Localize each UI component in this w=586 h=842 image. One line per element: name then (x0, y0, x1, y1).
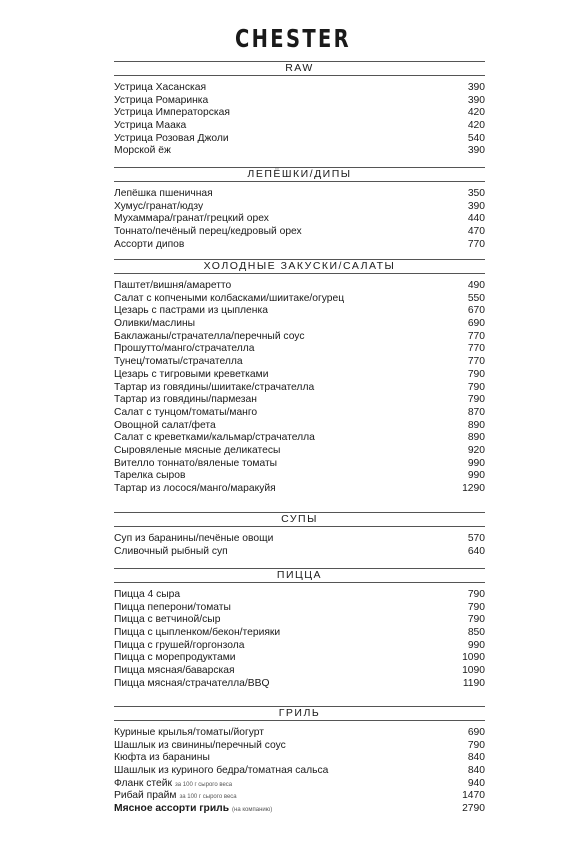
item-name-text: Тунец/томаты/страчателла (114, 356, 243, 368)
menu-item (114, 420, 485, 433)
item-name-text: Прошутто/манго/страчателла (114, 343, 255, 355)
menu-item (114, 765, 485, 778)
menu-item (114, 790, 485, 803)
menu-item (114, 305, 485, 318)
menu-item (114, 740, 485, 753)
item-name-text: Фланк стейк (114, 777, 173, 789)
item-price: 490 (467, 280, 485, 291)
menu-item (114, 226, 485, 239)
menu-items (114, 188, 485, 251)
item-price: 1470 (462, 790, 485, 802)
item-name-text: Мясное ассорти гриль (114, 803, 230, 815)
item-name (114, 239, 184, 252)
item-name (114, 602, 231, 615)
item-name-text: Пицца 4 сыра (114, 589, 181, 600)
item-name (114, 546, 228, 559)
item-price: 390 (467, 200, 485, 212)
item-name (114, 432, 315, 445)
item-price: 990 (467, 457, 485, 469)
item-name (114, 740, 286, 753)
item-name (114, 752, 210, 765)
item-name-text: Устрица Розовая Джоли (114, 132, 229, 144)
item-name-text: Шашлык из свинины/перечный соус (114, 739, 286, 751)
item-price: 790 (467, 589, 485, 600)
item-name (114, 394, 257, 407)
item-name-text: Лепёшка пшеничная (114, 188, 213, 199)
item-price: 790 (467, 394, 485, 406)
item-weight-note: за 100 г сырого веса (175, 781, 233, 788)
menu-item (114, 188, 485, 201)
menu-item (114, 470, 485, 483)
item-price: 790 (467, 601, 485, 613)
item-name (114, 280, 231, 293)
item-name-text: Баклажаны/страчателла/перечный соус (114, 330, 305, 342)
item-price: 770 (467, 356, 485, 368)
item-name (114, 382, 314, 395)
item-price: 470 (467, 226, 485, 238)
item-name-text: Куриные крылья/томаты/йогурт (114, 727, 264, 738)
item-name-text: Салат с тунцом/томаты/манго (114, 406, 258, 418)
menu-item (114, 394, 485, 407)
menu-item (114, 280, 485, 293)
item-price: 990 (467, 639, 485, 651)
section-heading: RAW (114, 61, 485, 76)
menu-item (114, 133, 485, 146)
menu-section (114, 259, 485, 496)
item-name (114, 318, 195, 331)
item-name (114, 226, 302, 239)
item-price: 350 (467, 188, 485, 199)
item-price: 770 (467, 330, 485, 342)
menu-item (114, 343, 485, 356)
menu-item (114, 82, 485, 95)
item-name-text: Ассорти дипов (114, 238, 185, 250)
menu-item (114, 445, 485, 458)
item-name (114, 120, 186, 133)
item-name (114, 331, 304, 344)
item-price: 920 (467, 444, 485, 456)
item-price: 690 (467, 318, 485, 330)
item-name-text: Салат с копчеными колбасками/шиитаке/огурец (114, 292, 345, 304)
menu-item (114, 652, 485, 665)
menu-section (114, 512, 485, 558)
item-price: 770 (467, 343, 485, 355)
item-price: 1190 (462, 677, 485, 689)
item-name-text: Тартар из лосося/манго/маракуйя (114, 483, 276, 494)
item-name (114, 790, 237, 804)
menu-item (114, 665, 485, 678)
menu-item (114, 318, 485, 331)
item-price: 570 (467, 533, 485, 544)
item-name-text: Морской ёж (114, 145, 171, 157)
item-name (114, 640, 244, 653)
item-name (114, 95, 208, 108)
menu-items (114, 82, 485, 158)
menu-items (114, 589, 485, 691)
section-heading: СУПЫ (114, 512, 485, 527)
item-name-text: Оливки/маслины (114, 318, 196, 330)
item-name-text: Пицца мясная/страчателла/BBQ (114, 677, 270, 689)
item-name-text: Шашлык из куриного бедра/томатная сальса (114, 765, 329, 777)
item-name (114, 533, 273, 546)
item-name-text: Паштет/вишня/амаретто (114, 280, 232, 291)
item-name (114, 107, 230, 120)
item-name-text: Вителло тоннато/вяленые томаты (114, 457, 278, 469)
menu-item (114, 640, 485, 653)
item-name-text: Хумус/гранат/юдзу (114, 200, 204, 212)
item-name-text: Пицца пеперони/томаты (114, 601, 231, 613)
item-price: 840 (467, 765, 485, 777)
item-name (114, 356, 243, 369)
item-name (114, 470, 185, 483)
menu-item (114, 331, 485, 344)
item-price: 440 (467, 213, 485, 225)
item-price: 890 (467, 432, 485, 444)
item-name (114, 627, 280, 640)
menu-section (114, 61, 485, 158)
item-price: 390 (467, 94, 485, 106)
menu-item (114, 614, 485, 627)
item-price: 690 (467, 727, 485, 738)
item-name (114, 445, 280, 458)
item-name (114, 420, 216, 433)
item-name (114, 727, 264, 740)
menu-item (114, 727, 485, 740)
menu-items (114, 727, 485, 816)
menu-item (114, 95, 485, 108)
section-heading: ПИЦЦА (114, 568, 485, 583)
item-price: 850 (467, 627, 485, 639)
item-name (114, 145, 171, 158)
menu-item (114, 107, 485, 120)
menu-section (114, 706, 485, 816)
menu-section (114, 568, 485, 691)
item-name (114, 188, 213, 201)
item-price: 790 (467, 739, 485, 751)
item-name (114, 665, 235, 678)
item-price: 790 (467, 614, 485, 626)
menu-item (114, 678, 485, 691)
item-price: 840 (467, 752, 485, 764)
item-name (114, 343, 254, 356)
menu-item (114, 546, 485, 559)
item-name-text: Устрица Императорская (114, 107, 230, 119)
item-name (114, 201, 203, 214)
item-price: 390 (467, 82, 485, 93)
item-price: 1290 (462, 483, 485, 494)
menu-items (114, 280, 485, 496)
menu-item (114, 293, 485, 306)
item-name (114, 589, 180, 602)
restaurant-title: CHESTER (234, 24, 352, 53)
item-name (114, 614, 220, 627)
section-heading: ЛЕПЁШКИ/ДИПЫ (114, 167, 485, 182)
item-price: 420 (467, 107, 485, 119)
item-price: 1090 (462, 665, 485, 677)
item-name-text: Овощной салат/фета (114, 419, 216, 431)
item-name-text: Пицца с морепродуктами (114, 652, 236, 664)
menu-item (114, 201, 485, 214)
menu-item (114, 483, 485, 496)
menu-item (114, 803, 485, 816)
menu-item (114, 145, 485, 158)
menu-item (114, 602, 485, 615)
item-name-text: Пицца с грушей/горгонзола (114, 639, 245, 651)
item-price: 2790 (462, 803, 485, 815)
item-name-text: Тартар из говядины/шиитаке/страчателла (114, 381, 315, 393)
menu-item (114, 407, 485, 420)
item-price: 670 (467, 305, 485, 317)
item-name-text: Тартар из говядины/пармезан (114, 394, 257, 406)
item-name-text: Устрица Хасанская (114, 82, 207, 93)
item-name (114, 765, 328, 778)
menu-item (114, 778, 485, 791)
item-name-text: Цезарь с тигровыми креветками (114, 368, 269, 380)
item-price: 420 (467, 120, 485, 132)
item-name (114, 213, 269, 226)
item-price: 870 (467, 406, 485, 418)
item-name-text: Цезарь с пастрами из цыпленка (114, 305, 268, 317)
item-name (114, 293, 344, 306)
item-name-text: Сливочный рыбный суп (114, 545, 228, 557)
item-price: 890 (467, 419, 485, 431)
item-name (114, 678, 269, 691)
item-price: 390 (467, 145, 485, 157)
item-name-text: Сыровяленые мясные деликатесы (114, 444, 281, 456)
item-price: 790 (467, 368, 485, 380)
item-price: 540 (467, 132, 485, 144)
item-name (114, 305, 268, 318)
section-heading: ГРИЛЬ (114, 706, 485, 721)
menu-item (114, 369, 485, 382)
menu-item (114, 627, 485, 640)
item-name (114, 458, 277, 471)
item-name-text: Мухаммара/гранат/грецкий орех (114, 213, 269, 225)
item-weight-note: (на компанию) (232, 807, 273, 814)
item-price: 1090 (462, 652, 485, 664)
item-price: 640 (467, 545, 485, 557)
item-name (114, 652, 236, 665)
item-name-text: Устрица Ромаринка (114, 94, 209, 106)
menu-item (114, 356, 485, 369)
item-name-text: Пицца мясная/баварская (114, 665, 235, 677)
item-name-text: Устрица Маака (114, 120, 187, 132)
menu-item (114, 589, 485, 602)
item-weight-note: за 100 г сырого веса (179, 794, 237, 801)
menu-item (114, 533, 485, 546)
item-name (114, 133, 229, 146)
item-name-text: Кюфта из баранины (114, 752, 210, 764)
item-name-text: Тоннато/печёный перец/кедровый орех (114, 226, 302, 238)
item-name-text: Пицца с цыпленком/бекон/терияки (114, 627, 281, 639)
menu-section (114, 167, 485, 251)
item-name-text: Салат с креветками/кальмар/страчателла (114, 432, 315, 444)
item-name (114, 407, 257, 420)
item-price: 940 (467, 777, 485, 789)
menu-item (114, 458, 485, 471)
item-price: 790 (467, 381, 485, 393)
item-price: 770 (467, 238, 485, 250)
menu-item (114, 752, 485, 765)
menu-item (114, 382, 485, 395)
item-price: 990 (467, 470, 485, 482)
menu-item (114, 239, 485, 252)
menu-item (114, 120, 485, 133)
item-name (114, 803, 272, 817)
item-name (114, 369, 268, 382)
item-name-text: Суп из баранины/печёные овощи (114, 533, 274, 544)
item-name-text: Пицца с ветчиной/сыр (114, 614, 221, 626)
menu-item (114, 213, 485, 226)
menu-item (114, 432, 485, 445)
item-name-text: Тарелка сыров (114, 470, 186, 482)
item-name (114, 483, 276, 496)
item-name (114, 82, 206, 95)
menu-items (114, 533, 485, 558)
section-heading: ХОЛОДНЫЕ ЗАКУСКИ/САЛАТЫ (114, 259, 485, 274)
item-name-text: Рибай прайм (114, 790, 177, 802)
item-price: 550 (467, 292, 485, 304)
